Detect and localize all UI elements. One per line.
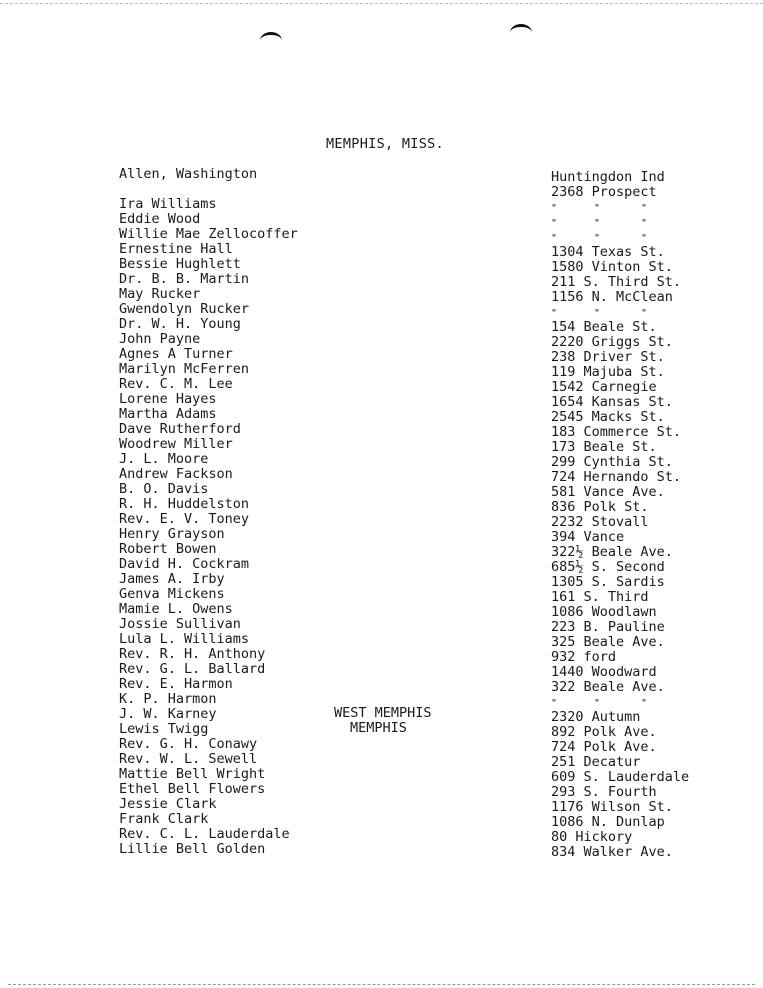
address-entry: 325 Beale Ave. [551,634,665,650]
name-entry: Andrew Fackson [119,466,233,482]
name-entry: Frank Clark [119,811,209,827]
name-entry: Ira Williams [119,196,217,212]
address-entry: 892 Polk Ave. [551,724,657,740]
ditto-mark: " [641,218,648,229]
address-entry: 1086 N. Dunlap [551,814,665,830]
address-entry: 299 Cynthia St. [551,454,673,470]
name-entry: Genva Mickens [119,586,225,602]
name-entry: Lorene Hayes [119,391,217,407]
address-entry: 1654 Kansas St. [551,394,673,410]
addresses-column [551,170,689,860]
name-entry: Rev. W. L. Sewell [119,751,258,767]
ditto-mark: " [641,308,648,319]
name-entry: Rev. E. Harmon [119,676,233,692]
address-entry: 2368 Prospect [551,184,657,200]
name-entry: Lewis Twigg [119,721,209,737]
name-entry: K. P. Harmon [119,691,217,707]
ditto-mark: " [594,308,601,319]
name-entry: Rev. E. V. Toney [119,511,250,527]
top-edge-line [0,3,763,4]
name-entry: David H. Cockram [119,556,250,572]
address-entry: 1542 Carnegie [551,379,657,395]
name-entry: Bessie Hughlett [119,256,241,272]
address-entry: 932 ford [551,649,617,665]
ditto-mark: " [594,233,601,244]
address-entry [551,200,689,215]
name-entry: Jessie Clark [119,796,217,812]
address-entry: 2232 Stovall [551,514,649,530]
city-note-line-1: WEST MEMPHIS [334,705,432,721]
name-entry: J. W. Karney [119,706,217,722]
ditto-mark: " [551,218,558,229]
name-entry: May Rucker [119,286,201,302]
name-entry: Rev. C. L. Lauderdale [119,826,290,842]
page-heading: MEMPHIS, MISS. [326,136,444,152]
address-entry: 836 Polk St. [551,499,649,515]
address-entry: 1440 Woodward [551,664,657,680]
address-entry [551,305,689,320]
ditto-mark: " [594,218,601,229]
ditto-mark: " [641,233,648,244]
bottom-edge-line [8,984,755,985]
name-entry: Woodrew Miller [119,436,233,452]
address-entry: 251 Decatur [551,754,641,770]
name-entry: Agnes A Turner [119,346,233,362]
address-entry: 685½ S. Second [551,559,665,575]
name-entry: Willie Mae Zellocoffer [119,226,298,242]
ditto-mark: " [551,698,558,709]
address-entry: 322½ Beale Ave. [551,544,673,560]
address-entry: 293 S. Fourth [551,784,657,800]
name-entry: Martha Adams [119,406,217,422]
address-entry: 2320 Autumn [551,709,641,725]
address-entry: 238 Driver St. [551,349,665,365]
name-entry: Robert Bowen [119,541,217,557]
city-note-line-2: MEMPHIS [350,720,407,736]
name-entry: Eddie Wood [119,211,201,227]
address-entry: 724 Polk Ave. [551,739,657,755]
address-entry: 724 Hernando St. [551,469,682,485]
name-entry: Henry Grayson [119,526,225,542]
name-entry: Lillie Bell Golden [119,841,266,857]
name-entry: Dr. B. B. Martin [119,271,250,287]
name-entry: Rev. C. M. Lee [119,376,233,392]
address-entry: 2545 Macks St. [551,409,665,425]
address-entry [551,215,689,230]
address-entry: 1176 Wilson St. [551,799,673,815]
address-entry: 80 Hickory [551,829,633,845]
address-entry: 211 S. Third St. [551,274,682,290]
address-entry: 1086 Woodlawn [551,604,657,620]
name-entry: J. L. Moore [119,451,209,467]
name-entry: James A. Irby [119,571,225,587]
name-entry: Rev. G. L. Ballard [119,661,266,677]
address-entry [551,695,689,710]
address-entry: 1304 Texas St. [551,244,665,260]
address-entry: 183 Commerce St. [551,424,682,440]
punch-hole-mark-left [260,32,282,49]
address-entry: 173 Beale St. [551,439,657,455]
ditto-mark: " [641,203,648,214]
name-entry: B. O. Davis [119,481,209,497]
ditto-mark: " [551,308,558,319]
address-entry: 161 S. Third [551,589,649,605]
address-entry: 322 Beale Ave. [551,679,665,695]
address-entry: 1580 Vinton St. [551,259,673,275]
address-entry: 1156 N. McClean [551,289,673,305]
name-entry: Mattie Bell Wright [119,766,266,782]
address-entry: 119 Majuba St. [551,364,665,380]
ditto-mark: " [551,203,558,214]
address-entry: 394 Vance [551,529,625,545]
address-entry: Huntingdon Ind [551,169,665,185]
address-entry: 834 Walker Ave. [551,844,673,860]
name-entry: Lula L. Williams [119,631,250,647]
punch-hole-mark-right [510,24,532,41]
ditto-mark: " [594,203,601,214]
name-entry: R. H. Huddelston [119,496,250,512]
address-entry: 609 S. Lauderdale [551,769,690,785]
city-note [334,706,432,736]
address-entry: 154 Beale St. [551,319,657,335]
name-entry: Mamie L. Owens [119,601,233,617]
name-entry: Ethel Bell Flowers [119,781,266,797]
address-entry: 2220 Griggs St. [551,334,673,350]
name-entry: Rev. G. H. Conawy [119,736,258,752]
name-entry: Gwendolyn Rucker [119,301,250,317]
address-entry: 223 B. Pauline [551,619,665,635]
name-entry: Rev. R. H. Anthony [119,646,266,662]
name-entry: Allen, Washington [119,166,258,182]
ditto-mark: " [551,233,558,244]
name-entry: John Payne [119,331,201,347]
name-entry: Ernestine Hall [119,241,233,257]
address-entry: 581 Vance Ave. [551,484,665,500]
names-column [119,167,298,857]
address-entry: 1305 S. Sardis [551,574,665,590]
name-entry: Jossie Sullivan [119,616,241,632]
ditto-mark: " [641,698,648,709]
ditto-mark: " [594,698,601,709]
name-entry: Dr. W. H. Young [119,316,241,332]
address-entry [551,230,689,245]
name-entry: Marilyn McFerren [119,361,250,377]
name-entry: Dave Rutherford [119,421,241,437]
